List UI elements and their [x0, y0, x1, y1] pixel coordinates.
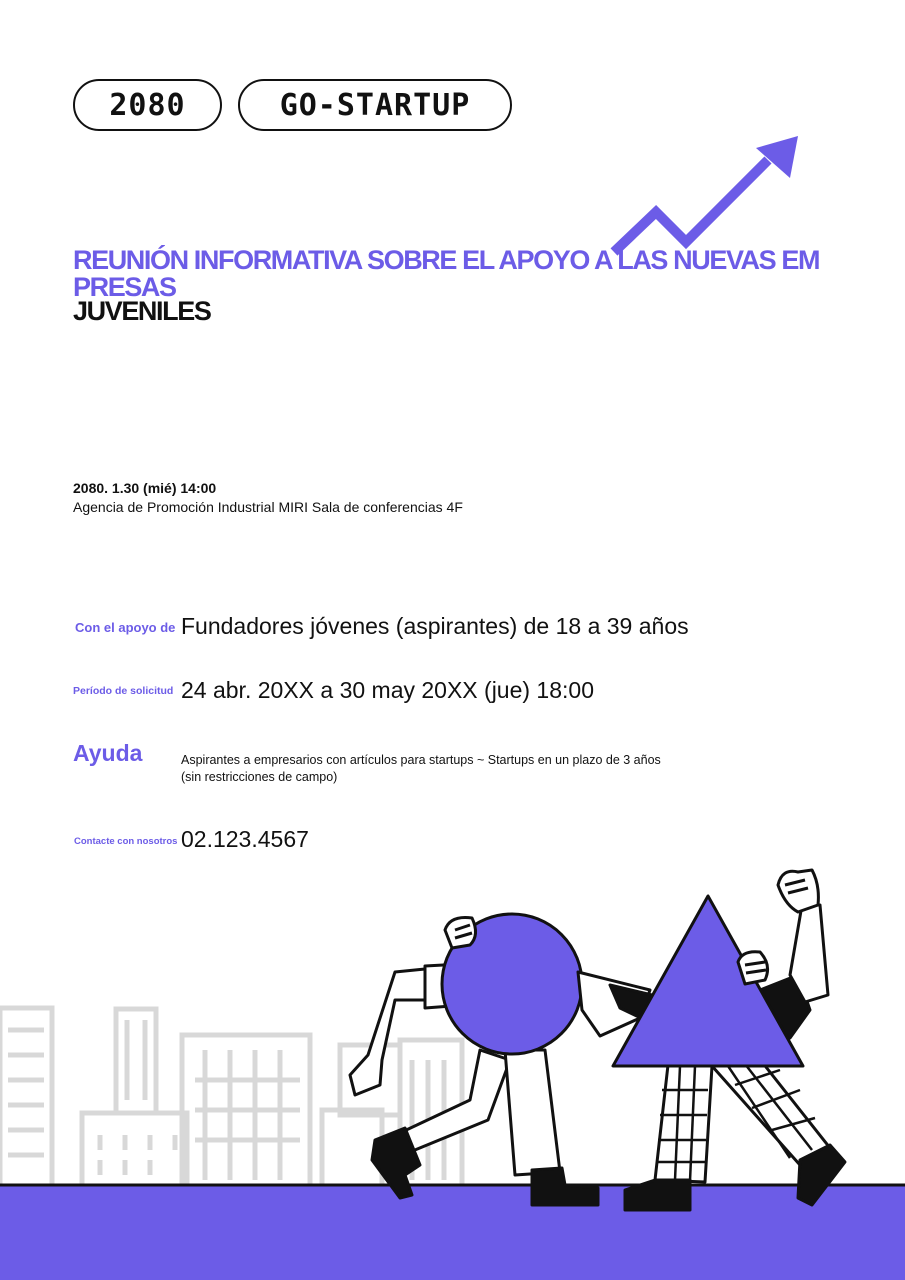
triangle-character — [613, 870, 845, 1210]
event-venue: Agencia de Promoción Industrial MIRI Sala de conferencias 4F — [73, 499, 463, 515]
trend-up-arrow-icon — [600, 130, 810, 260]
help-label: Ayuda — [73, 740, 143, 766]
support-label: Con el apoyo de — [75, 620, 176, 635]
period-value: 24 abr. 20XX a 30 may 20XX (jue) 18:00 — [181, 677, 594, 703]
ground-band — [0, 1185, 905, 1280]
brand-badge — [238, 79, 512, 131]
period-label: Período de solicitud — [73, 685, 174, 697]
year-badge-text: 2080 — [109, 87, 186, 123]
help-line-2: (sin restricciones de campo) — [181, 770, 338, 784]
support-value: Fundadores jóvenes (aspirantes) de 18 a 39 años — [181, 613, 689, 639]
event-title: REUNIÓN INFORMATIVA SOBRE EL APOYO A LAS NUEVAS EM PRESAS — [73, 245, 820, 302]
contact-phone: 02.123.4567 — [181, 826, 309, 852]
circle-character — [350, 914, 652, 1205]
brand-badge-text: GO-STARTUP — [279, 87, 471, 123]
event-title-sub: JUVENILES — [73, 296, 211, 326]
help-value — [181, 752, 661, 786]
illustration-scene — [0, 860, 905, 1280]
contact-label: Contacte con nosotros — [74, 836, 178, 847]
year-badge — [73, 79, 222, 131]
event-date: 2080. 1.30 (mié) 14:00 — [73, 480, 217, 496]
help-line-1: Aspirantes a empresarios con artículos para startups ~ Startups en un plazo de 3 años — [181, 753, 661, 767]
